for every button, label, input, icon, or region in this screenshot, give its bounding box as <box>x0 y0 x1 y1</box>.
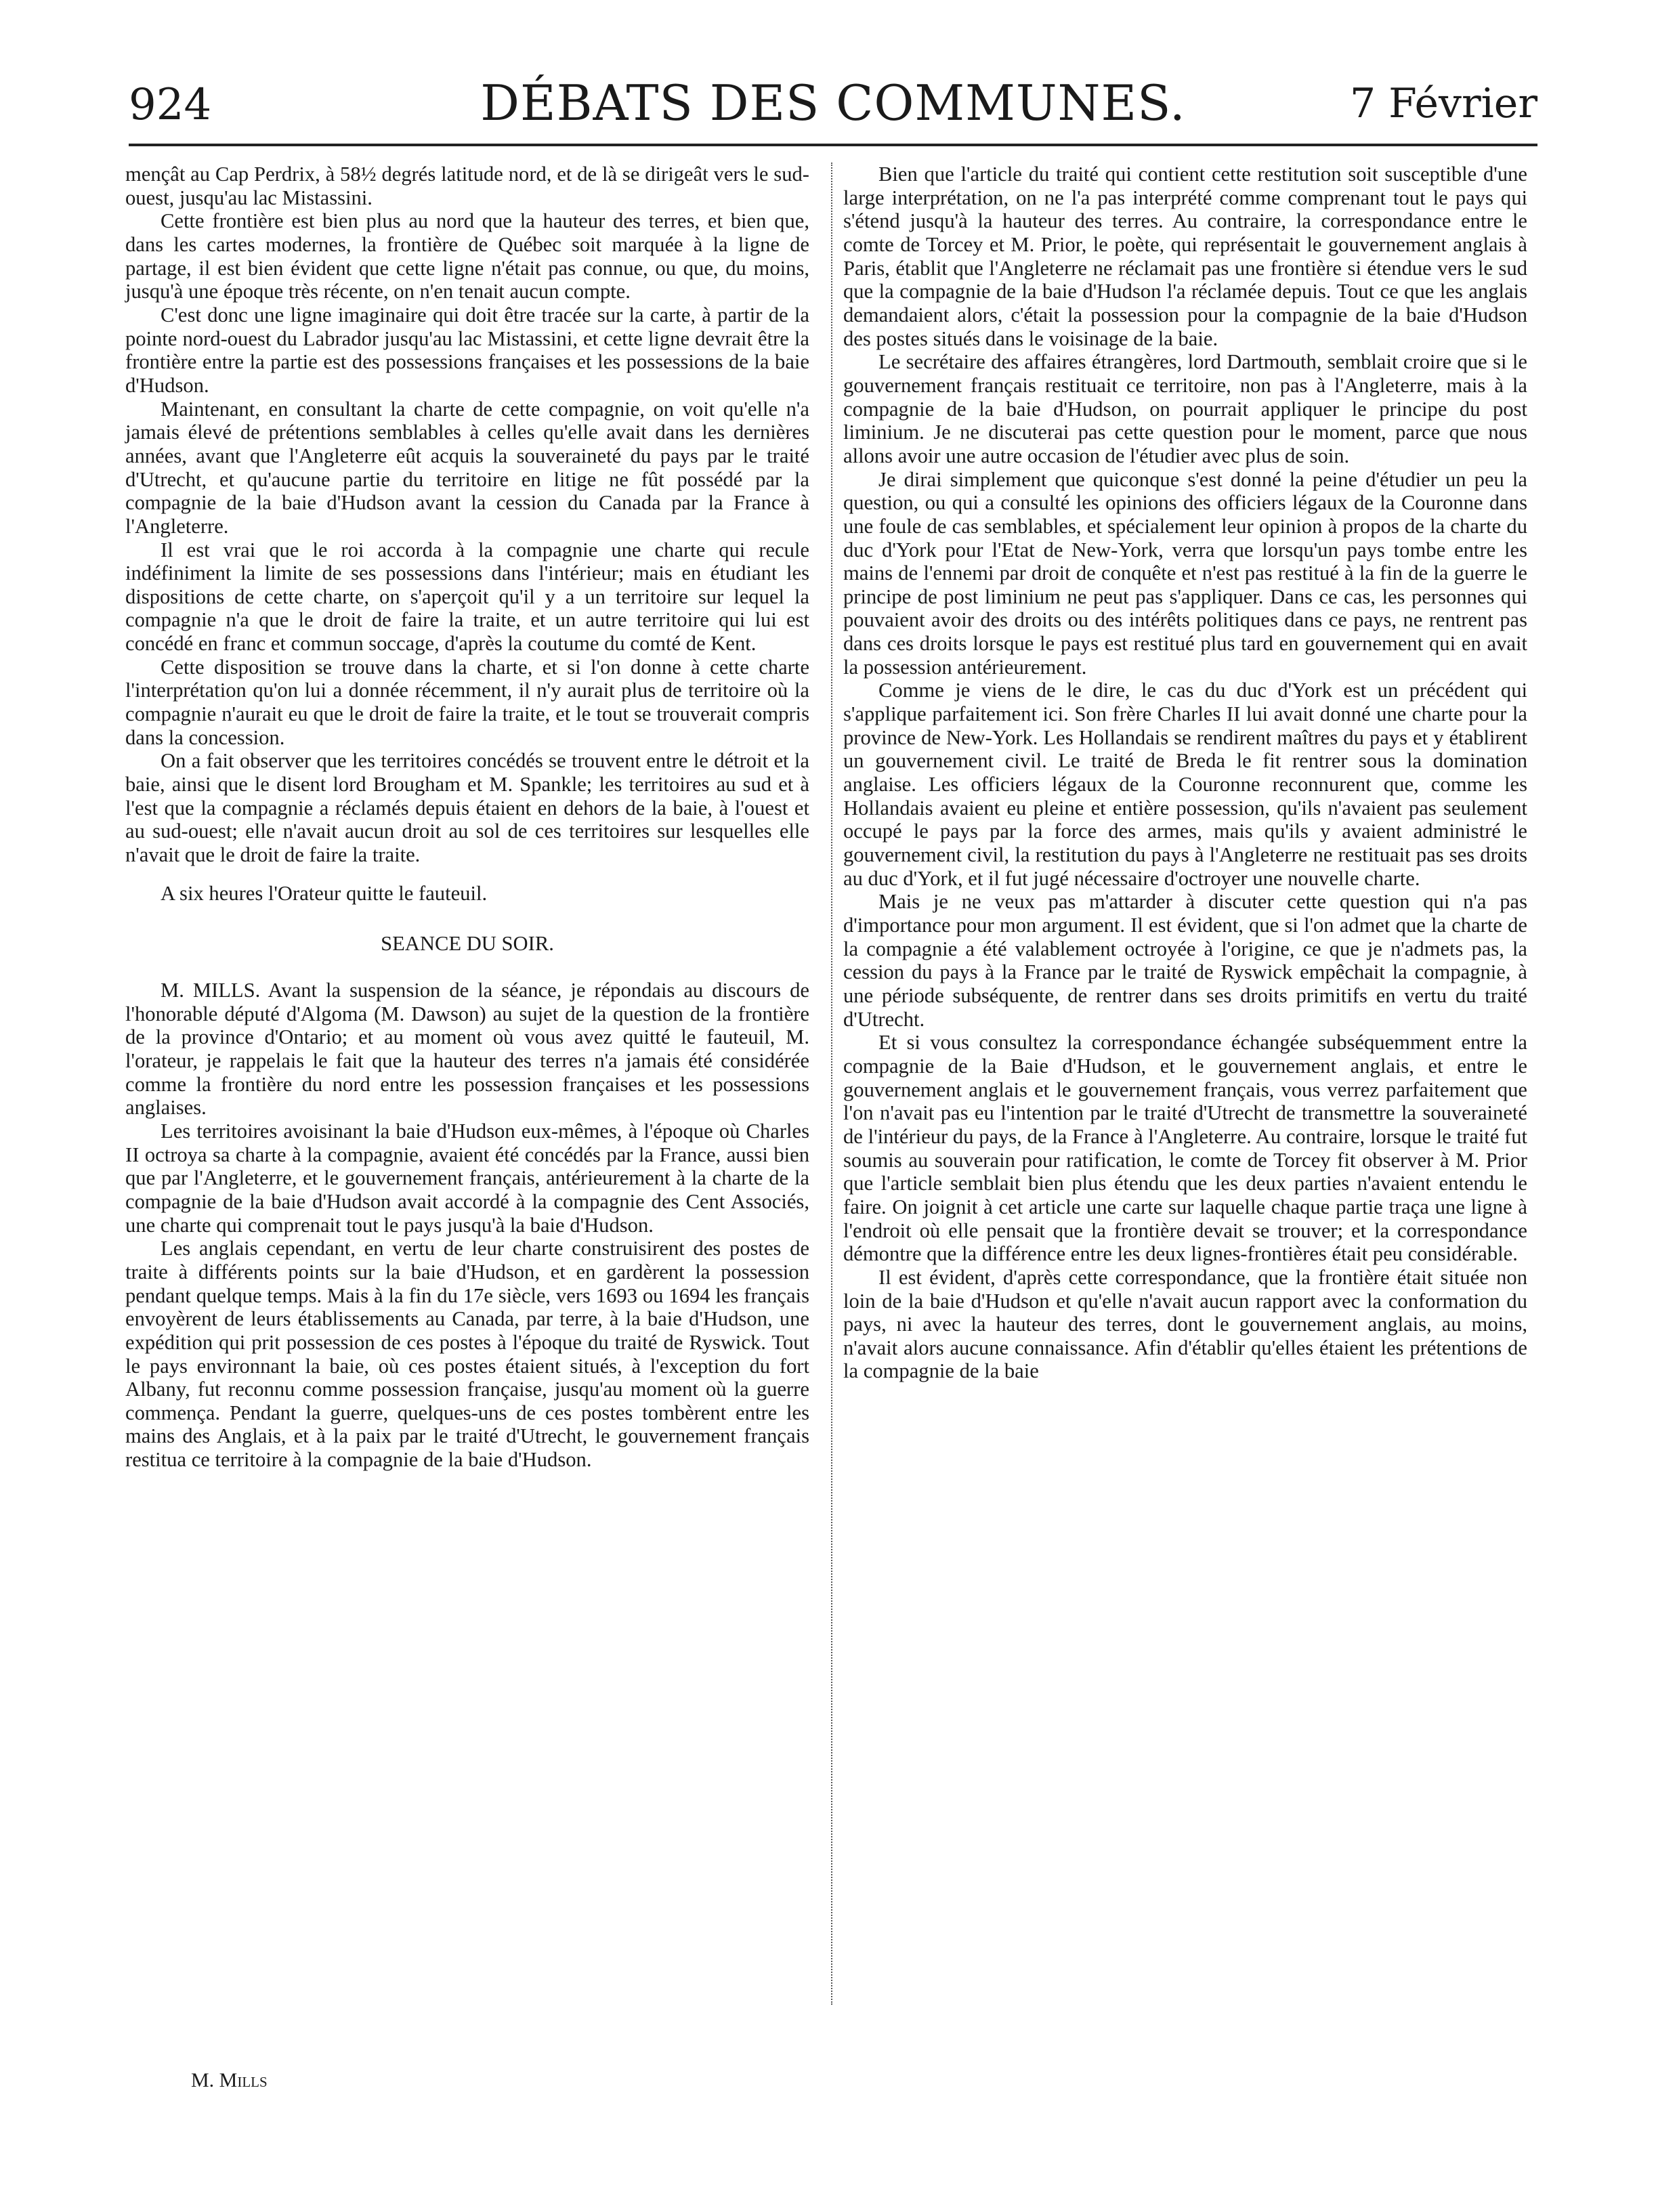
right-column <box>843 163 1527 1383</box>
paragraph: Comme je viens de le dire, le cas du duc d'York est un précédent qui s'applique parfaitement ici. Son frère Charles II lui avait donné une charte pour la province de New-York. Les Hollandais se rendirent maîtres du pays et y établirent un gouvernement civil. Le traité de Breda le fit rentrer sous la domination anglaise. Les officiers légaux de la Couronne reconnurent que, comme les Hollandais avaient eu pleine et entière possession, qu'ils n'avaient pas seulement occupé le pays par la force des armes, mais qu'ils y avaient administré le gouvernement civil, la restitution du pays à l'Angleterre ne restituait pas ses droits au duc d'York, et il fut jugé nécessaire d'octroyer une nouvelle charte. <box>843 679 1527 890</box>
paragraph: Le secrétaire des affaires étrangères, lord Dartmouth, semblait croire que si le gouvernement français restituait ce territoire, non pas à l'Angleterre, mais à la compagnie de la baie d'Hudson, on pourrait appliquer le principe du post liminium. Je ne discuterai pas cette question pour le moment, parce que nous allons avoir une autre occasion de l'étudier avec plus de soin. <box>843 350 1527 467</box>
page-number: 924 <box>129 80 212 130</box>
journal-title: DÉBATS DES COMMUNES. <box>480 75 1186 131</box>
column-divider <box>831 163 832 2005</box>
section-heading: SEANCE DU SOIR. <box>381 932 554 956</box>
paragraph: M. MILLS. Avant la suspension de la séance, je répondais au discours de l'honorable député d'Algoma (M. Dawson) au sujet de la question de la frontière de la province d'Ontario; et au moment où vous avez quitté le fauteuil, M. l'orateur, je rappelais le fait que la hauteur des terres n'a jamais été considérée comme la frontière du nord entre les possession françaises et les possessions anglaises. <box>125 979 809 1120</box>
paragraph: Les territoires avoisinant la baie d'Hudson eux-mêmes, à l'époque où Charles II octroya sa charte à la compagnie, avaient été concédés par la France, aussi bien que par l'Angleterre, et le gouvernement français, antérieurement à la charte de la compagnie de la baie d'Hudson avait accordé à la compagnie des Cent Associés, une charte qui comprenait tout le pays jusqu'à la baie d'Hudson. <box>125 1119 809 1237</box>
paragraph: Cette disposition se trouve dans la charte, et si l'on donne à cette charte l'interprétation qu'on lui a donnée récemment, il n'y aurait plus de territoire où la compagnie n'aurait eu que le droit de faire la traite, et le tout se trouverait compris dans la concession. <box>125 655 809 749</box>
paragraph: Bien que l'article du traité qui contient cette restitution soit susceptible d'une large interprétation, on ne l'a pas interprété comme comprenant tout le pays qui s'étend jusqu'à la hauteur des terres. Au contraire, la correspondance entre le comte de Torcey et M. Prior, le poète, qui représentait le gouvernement anglais à Paris, établit que l'Angleterre ne réclamait pas une frontière si étendue vers le sud que la compagnie de la baie d'Hudson l'a réclamée depuis. Tout ce que les anglais demandaient alors, c'était la possession pour la compagnie de la baie d'Hudson des postes situés dans le voisinage de la baie. <box>843 163 1527 350</box>
paragraph: Et si vous consultez la correspondance échangée subséquemment entre la compagnie de la Baie d'Hudson, et le gouvernement anglais, et entre le gouvernement anglais et le gouvernement français, vous verrez parfaitement que l'on n'avait pas eu l'intention par le traité d'Utrecht de transmettre la souveraineté de l'intérieur du pays, de la France à l'Angleterre. Au contraire, lorsque le traité fut soumis au souverain pour ratification, le comte de Torcey fit observer à M. Prior que l'article semblait bien plus étendu que les deux parties n'avaient entendu le faire. On joignit à cet article une carte sur laquelle chaque partie traça une ligne à l'endroit où elle pensait que la frontière devait se trouver; et la correspondance démontre que la différence entre les deux lignes-frontières était peu considérable. <box>843 1031 1527 1266</box>
footer-speaker: M. Mills <box>191 2069 268 2091</box>
adjournment-note: A six heures l'Orateur quitte le fauteuil. <box>161 881 488 905</box>
header-date: 7 Février <box>1349 80 1537 127</box>
paragraph: Il est vrai que le roi accorda à la compagnie une charte qui recule indéfiniment la limite de ses possessions dans l'intérieur; mais en étudiant les dispositions de cette charte, on s'aperçoit qu'il y a un territoire sur lequel la compagnie n'a que le droit de faire la traite, et un autre territoire qui lui est concédé en franc et commun soccage, d'après la coutume du comté de Kent. <box>125 538 809 656</box>
header-rule <box>129 144 1537 146</box>
paragraph: On a fait observer que les territoires concédés se trouvent entre le détroit et la baie, ainsi que le disent lord Brougham et M. Spankle; les territoires au sud et à l'est que la compagnie a réclamés depuis étaient en dehors de la baie, à l'ouest et au sud-ouest; elle n'avait aucun droit au sol de ces territoires sur lesquelles elle n'avait que le droit de faire la traite. <box>125 749 809 867</box>
paragraph: Les anglais cependant, en vertu de leur charte construisirent des postes de traite à différents points sur la baie d'Hudson, et en gardèrent la possession pendant quelque temps. Mais à la fin du 17e siècle, vers 1693 ou 1694 les français envoyèrent de leurs établissements au Canada, par terre, à la baie d'Hudson, une expédition qui prit possession de ces postes à l'époque du traité de Ryswick. Tout le pays environnant la baie, où ces postes étaient situés, à l'exception du fort Albany, fut reconnu comme possession française, jusqu'au moment où la guerre commença. Pendant la guerre, quelques-uns de ces postes tombèrent entre les mains des Anglais, et à la paix par le traité d'Utrecht, le gouvernement français restitua ce territoire à la compagnie de la baie d'Hudson. <box>125 1237 809 1472</box>
paragraph: Cette frontière est bien plus au nord que la hauteur des terres, et bien que, dans les cartes modernes, la frontière de Québec soit marquée à la ligne de partage, il est bien évident que cette ligne n'était pas connue, ou que, du moins, jusqu'à une époque très récente, on n'en tenait aucun compte. <box>125 209 809 303</box>
paragraph: Je dirai simplement que quiconque s'est donné la peine d'étudier un peu la question, ou qui a consulté les opinions des officiers légaux de la Couronne dans une foule de cas semblables, et spécialement leur opinion à propos de la charte du duc d'York pour l'Etat de New-York, verra que lorsqu'un pays tombe entre les mains de l'ennemi par droit de conquête et n'est pas restitué à la fin de la guerre le principe de post liminium ne peut pas s'appliquer. Dans ce cas, les personnes qui pouvaient avoir des droits ou des intérêts politiques dans ce pays, ne rentrent pas dans ces droits lorsque le pays est restitué plus tard en gouvernement qui en avait la possession antérieurement. <box>843 467 1527 679</box>
left-column <box>125 163 809 1472</box>
paragraph: mençât au Cap Perdrix, à 58½ degrés latitude nord, et de là se dirigeât vers le sud-ouest, jusqu'au lac Mistassini. <box>125 163 809 209</box>
page-header <box>129 75 1537 135</box>
paragraph: Mais je ne veux pas m'attarder à discuter cette question qui n'a pas d'importance pour mon argument. Il est évident, que si l'on admet que la charte de la compagnie a été valablement octroyée à l'origine, ce que je n'admets pas, la cession du pays à la France par le traité de Ryswick empêchait la compagnie, à une période subséquente, de rentrer dans ses droits primitifs en vertu du traité d'Utrecht. <box>843 890 1527 1031</box>
paragraph: C'est donc une ligne imaginaire qui doit être tracée sur la carte, à partir de la pointe nord-ouest du Labrador jusqu'au lac Mistassini, et cette ligne devrait être la frontière entre la partie est des possessions françaises et les possessions de la baie d'Hudson. <box>125 303 809 397</box>
paragraph: Maintenant, en consultant la charte de cette compagnie, on voit qu'elle n'a jamais élevé de prétentions semblables à celles qu'elle avait dans les dernières années, avant que l'Angleterre eût acquis la souveraineté du pays par le traité d'Utrecht, et qu'aucune partie du territoire en litige ne fût possédé par la compagnie de la baie d'Hudson avant la cession du Canada par la France à l'Angleterre. <box>125 397 809 538</box>
paragraph: Il est évident, d'après cette correspondance, que la frontière était située non loin de la baie d'Hudson et qu'elle n'avait aucun rapport avec la conformation du pays, ni avec la hauteur des terres, dont le gouvernement anglais, au moins, n'avait alors aucune connaissance. Afin d'établir qu'elles étaient les prétentions de la compagnie de la baie <box>843 1265 1527 1383</box>
